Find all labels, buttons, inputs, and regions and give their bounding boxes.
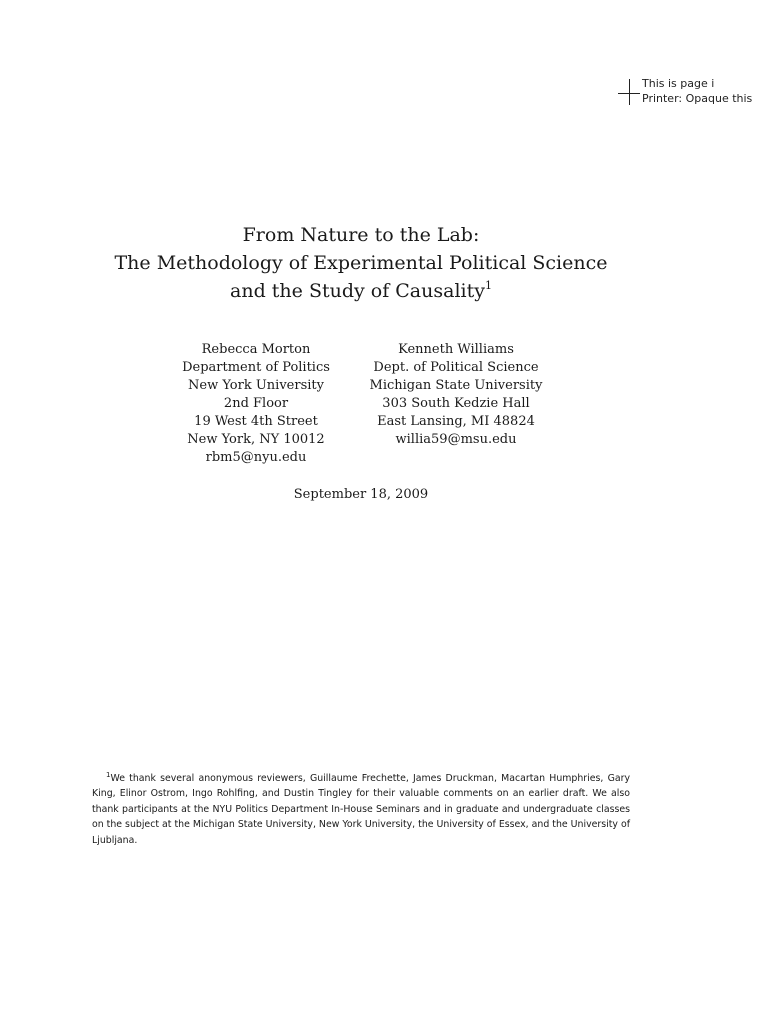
footnote-marker: 1	[106, 771, 111, 779]
paper-title	[0, 221, 722, 305]
author-affiliation-line: 303 South Kedzie Hall	[382, 396, 530, 411]
page-note: This is page i	[642, 77, 715, 90]
author-name: Rebecca Morton	[201, 342, 311, 357]
title-line-3-text: and the Study of Causality	[230, 280, 485, 302]
title-line-3	[0, 277, 722, 305]
author-affiliation-line: East Lansing, MI 48824	[377, 414, 535, 429]
author-email: willia59@msu.edu	[395, 432, 517, 447]
publication-date: September 18, 2009	[293, 487, 429, 502]
author-affiliation-line: 2nd Floor	[223, 396, 289, 411]
author-affiliation-line: Michigan State University	[369, 378, 543, 393]
author-block-morton	[170, 341, 342, 467]
title-footnote-marker: 1	[484, 279, 492, 292]
author-block-williams	[362, 341, 550, 449]
title-line-1: From Nature to the Lab:	[242, 224, 480, 246]
author-name: Kenneth Williams	[398, 342, 514, 357]
author-affiliation-line: New York University	[188, 378, 324, 393]
acknowledgment-footnote	[92, 771, 630, 848]
author-affiliation-line: Dept. of Political Science	[373, 360, 539, 375]
crop-mark	[618, 79, 640, 105]
author-affiliation-line: 19 West 4th Street	[194, 414, 318, 429]
printer-note	[642, 76, 752, 106]
crop-mark-vertical	[629, 79, 630, 105]
title-line-2: The Methodology of Experimental Political Science	[114, 252, 608, 274]
author-affiliation-line: Department of Politics	[182, 360, 330, 375]
author-affiliation-line: New York, NY 10012	[187, 432, 325, 447]
footnote-text: We thank several anonymous reviewers, Guillaume Frechette, James Druckman, Macartan Humphries, Gary King, Elinor Ostrom, Ingo Rohlfing, and Dustin Tingley for their valuable comments on an earlier draft. We also thank participants at the NYU Politics Department In-House Seminars and in graduate and undergraduate classes on the subject at the Michigan State University, New York University, the University of Essex, and the University of Ljubljana.	[92, 773, 630, 846]
author-email: rbm5@nyu.edu	[205, 450, 307, 465]
printer-note-text: Printer: Opaque this	[642, 92, 753, 105]
